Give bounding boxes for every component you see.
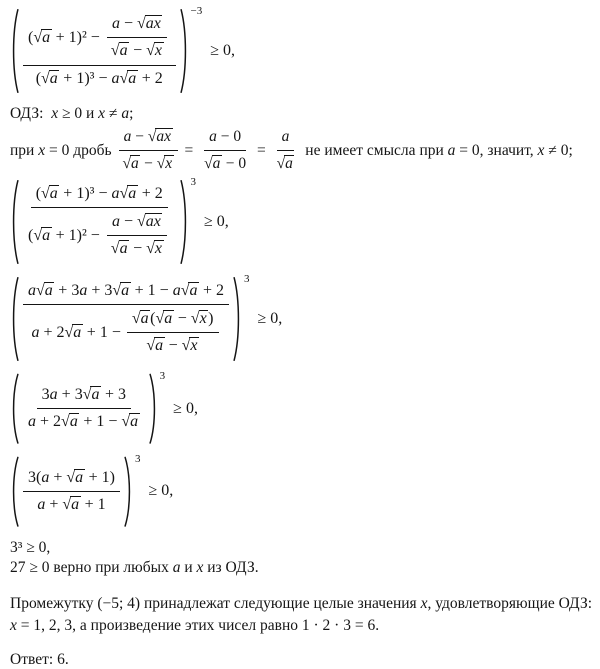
paren-group [10,176,196,265]
math-variable: x [10,616,17,634]
fraction [23,12,176,90]
radicand: x [165,154,173,172]
paren-body [20,463,123,520]
fraction [117,126,178,174]
math-variable: x [420,594,428,612]
math-text: − [133,240,143,258]
formula-1 [10,5,594,94]
radical-icon: √ [204,154,213,172]
radicand: a [128,70,137,87]
math-text: a − [111,15,133,32]
square-root [122,154,140,173]
square-root [146,336,164,356]
math-text: + 1)² − [55,28,100,46]
math-variable: a [49,386,58,404]
radical-icon: √ [33,28,43,46]
denominator [199,151,251,174]
numerator [23,280,229,305]
math-text: ≥ 0, [210,42,235,59]
radical-icon: √ [276,154,286,172]
square-root [181,281,199,301]
fraction [106,211,169,260]
math-variable: a [172,559,181,577]
radical-icon: √ [61,413,70,431]
square-root [148,127,173,146]
math-variable: a [37,495,46,513]
formula-3 [10,273,594,362]
math-variable: x [38,141,46,159]
math-variable: a [121,105,130,122]
fraction-check-line [10,126,594,174]
radicand: a [49,70,58,87]
radicand: a [42,226,51,244]
radical-icon: √ [62,495,72,513]
radical-icon: √ [110,240,120,258]
math-text: − [168,337,178,355]
math-text: + 1)³ − a [63,70,120,87]
conclusion-line [10,558,594,577]
square-root [111,41,129,61]
math-text: + 2 [141,70,163,87]
radicand: a [49,185,58,203]
paren-group [10,5,203,94]
math-text: a + [37,495,59,513]
radicand: a [119,240,128,258]
radicand: a [75,468,84,486]
math-text: + 2 [202,282,224,300]
radical-icon: √ [131,310,141,328]
math-text: + 1 − a [134,282,181,300]
numerator [37,384,131,409]
radicand: a [155,337,164,355]
radicand: a [73,323,82,341]
math-variable: a [172,282,181,300]
close-paren-icon [179,179,189,265]
fraction [272,126,300,174]
close-paren-icon [148,373,158,444]
math-text: 27 ≥ 0 верно при любых a и x из ОДЗ. [10,559,259,577]
math-text: 3(a + [28,468,63,486]
math-variable: a [111,70,120,87]
radicand: a [121,282,130,300]
paren-group [10,370,166,444]
radical-icon: √ [110,42,120,59]
radicand: a [91,386,100,404]
radical-icon: √ [136,213,146,231]
radical-icon: √ [181,337,191,355]
math-text: 3a + 3 [41,386,83,404]
paren-body [20,380,148,437]
numerator [23,12,176,66]
math-text [28,281,36,301]
math-variable: a [111,213,120,231]
open-paren-icon [10,8,20,94]
math-variable: a [123,128,132,146]
numerator [127,308,219,333]
math-text: ОДЗ: x ≥ 0 и x ≠ a; [10,105,134,122]
square-root [62,495,80,515]
radicand: x [199,310,207,328]
math-variable: x [537,141,545,159]
formula-2 [10,176,594,265]
math-text: ( [28,28,34,46]
radicand: a [164,310,173,328]
radical-icon: √ [66,468,76,486]
radicand: a [69,413,78,431]
math-text: a − [111,213,133,231]
odz-line [10,104,594,123]
radical-icon: √ [190,310,200,328]
math-text: ( [150,310,156,328]
math-text: ( [35,70,42,87]
numerator [31,183,168,208]
formula-4 [10,370,594,444]
math-text: ) [208,310,214,328]
denominator [26,305,225,358]
radicand: a [71,495,80,513]
math-variable: a [111,185,120,203]
radical-icon: √ [146,42,155,59]
square-root [36,281,54,301]
paren-body [20,179,179,265]
math-text: ( [35,185,42,203]
radicand: a [42,28,51,46]
square-root [111,239,129,259]
formula-5 [10,452,594,527]
radicand: ax [156,128,171,146]
math-variable: x [98,105,106,122]
radicand: a [189,282,198,300]
math-text: ≥ 0, [257,310,283,328]
math-text: + 3 [104,386,126,404]
math-text: x = 1, 2, 3, а произведение этих чисел равно 1 · 2 · 3 = 6. [10,616,380,634]
math-text: ≥ 0, [148,482,174,500]
math-text: a − 0 [209,128,242,146]
math-text: − [177,310,187,328]
radical-icon: √ [122,154,131,172]
math-text: − [144,154,153,172]
open-paren-icon [10,179,20,265]
math-text: + 1)³ − a [63,185,120,203]
denominator [32,492,110,516]
math-text: ≥ 0, [173,399,198,417]
math-variable: a [281,128,290,146]
math-variable: x [51,105,59,122]
math-text: ≥ 0, [204,213,229,231]
radical-icon: √ [156,154,166,172]
math-variable: a [209,128,217,146]
math-text: + 3a + 3 [58,282,113,300]
square-root [146,239,163,259]
math-variable: a [447,141,456,159]
radical-icon: √ [64,323,74,341]
square-root [33,226,51,246]
math-text: − 0 [225,154,247,172]
math-variable: a [31,323,40,341]
radical-icon: √ [146,240,155,258]
numerator [277,126,295,150]
square-root [41,69,59,89]
math-variable: a [111,15,120,32]
exponent: 3 [159,370,166,383]
square-root [155,309,173,329]
square-root [61,412,79,432]
math-text: a + 2 [28,413,62,431]
square-root [41,184,59,204]
radical-icon: √ [41,70,50,87]
fraction [106,13,169,62]
close-paren-icon [179,8,189,94]
denominator [117,151,178,174]
fraction [199,126,251,174]
close-paren-icon [232,276,242,362]
radicand: a [140,310,149,328]
square-root [191,309,208,329]
math-text: 3³ ≥ 0, [10,538,51,556]
square-root [137,14,162,34]
square-root [146,41,163,61]
math-text: = [257,141,266,159]
exponent: 3 [190,176,196,189]
cube-line [10,538,594,557]
math-text: a − [123,128,144,146]
numerator [23,467,120,492]
square-root [277,154,295,173]
fraction [23,467,120,516]
radicand: a [44,282,53,300]
numerator [119,126,178,150]
math-text: Ответ: 6. [10,650,69,668]
radical-icon: √ [119,70,129,87]
close-paren-icon [123,456,133,527]
open-paren-icon [10,276,20,362]
exponent: 3 [244,273,250,286]
exponent: 3 [135,452,141,465]
math-text: + 2 [141,185,163,203]
radical-icon: √ [136,15,146,32]
fraction [23,384,145,433]
math-text: не имеет смысла при a = 0, значит, x ≠ 0; [305,141,573,159]
denominator [23,208,176,261]
radicand: a [128,185,137,203]
numerator [107,211,167,236]
radical-icon: √ [121,413,131,431]
math-variable: x [196,559,204,577]
paren-body [20,8,179,94]
radical-icon: √ [41,185,50,203]
radicand: ax [145,15,161,32]
math-text: при x = 0 дробь [10,141,112,159]
denominator [141,333,204,357]
square-root [83,385,101,405]
radical-icon: √ [33,226,43,244]
radicand: a [130,413,139,431]
math-text: Промежутку (−5; 4) принадлежат следующие целые значения x, удовлетворяющие ОДЗ: [10,594,593,612]
radicand: x [154,42,162,59]
radicand: a [285,154,293,172]
square-root [182,336,199,356]
paren-body [20,276,232,362]
radical-icon: √ [36,282,45,300]
radicand: x [154,240,162,258]
radicand: a [119,42,128,59]
radical-icon: √ [146,337,156,355]
numerator [204,126,246,150]
math-text: − [133,42,143,59]
fraction [127,308,219,357]
math-text: + 1 [84,495,106,513]
math-text: + 1 − [86,323,121,341]
math-text [282,127,290,146]
square-root [137,212,162,232]
fraction [23,183,176,261]
denominator [106,38,169,62]
square-root [157,154,174,173]
square-root [112,281,130,301]
square-root [119,69,137,89]
radical-icon: √ [155,310,165,328]
square-root [132,309,150,329]
exponent: −3 [190,5,203,17]
radicand: a [212,154,221,172]
math-variable: a [79,282,88,300]
fraction [23,280,229,358]
interval-paragraph-line-1 [10,593,594,615]
square-root [119,184,137,204]
radicand: a [130,154,139,172]
math-text: + 1) [88,468,115,486]
interval-paragraph-line-2 [10,615,594,637]
denominator [23,409,145,433]
radical-icon: √ [180,282,190,300]
math-text: + 1 − [83,413,118,431]
radical-icon: √ [82,386,92,404]
math-text: + 1)² − [55,226,100,244]
denominator [106,236,169,260]
square-root [204,154,222,173]
math-variable: a [41,468,50,486]
math-text: a + 2 [31,323,65,341]
math-variable: a [28,413,36,431]
open-paren-icon [10,373,20,444]
numerator [107,13,167,38]
denominator [31,66,168,90]
answer-line [10,650,594,669]
math-variable: a [28,282,36,300]
paren-group [10,273,250,362]
radicand: ax [145,213,161,231]
square-root [121,412,139,432]
square-root [65,323,83,343]
paren-group [10,452,141,527]
square-root [66,468,84,488]
math-text: = [184,141,194,159]
radical-icon: √ [119,185,129,203]
math-text: ( [28,226,34,244]
radical-icon: √ [112,282,122,300]
radical-icon: √ [147,128,157,146]
radicand: x [190,337,198,355]
denominator [272,151,300,174]
square-root [33,28,51,48]
open-paren-icon [10,456,20,527]
